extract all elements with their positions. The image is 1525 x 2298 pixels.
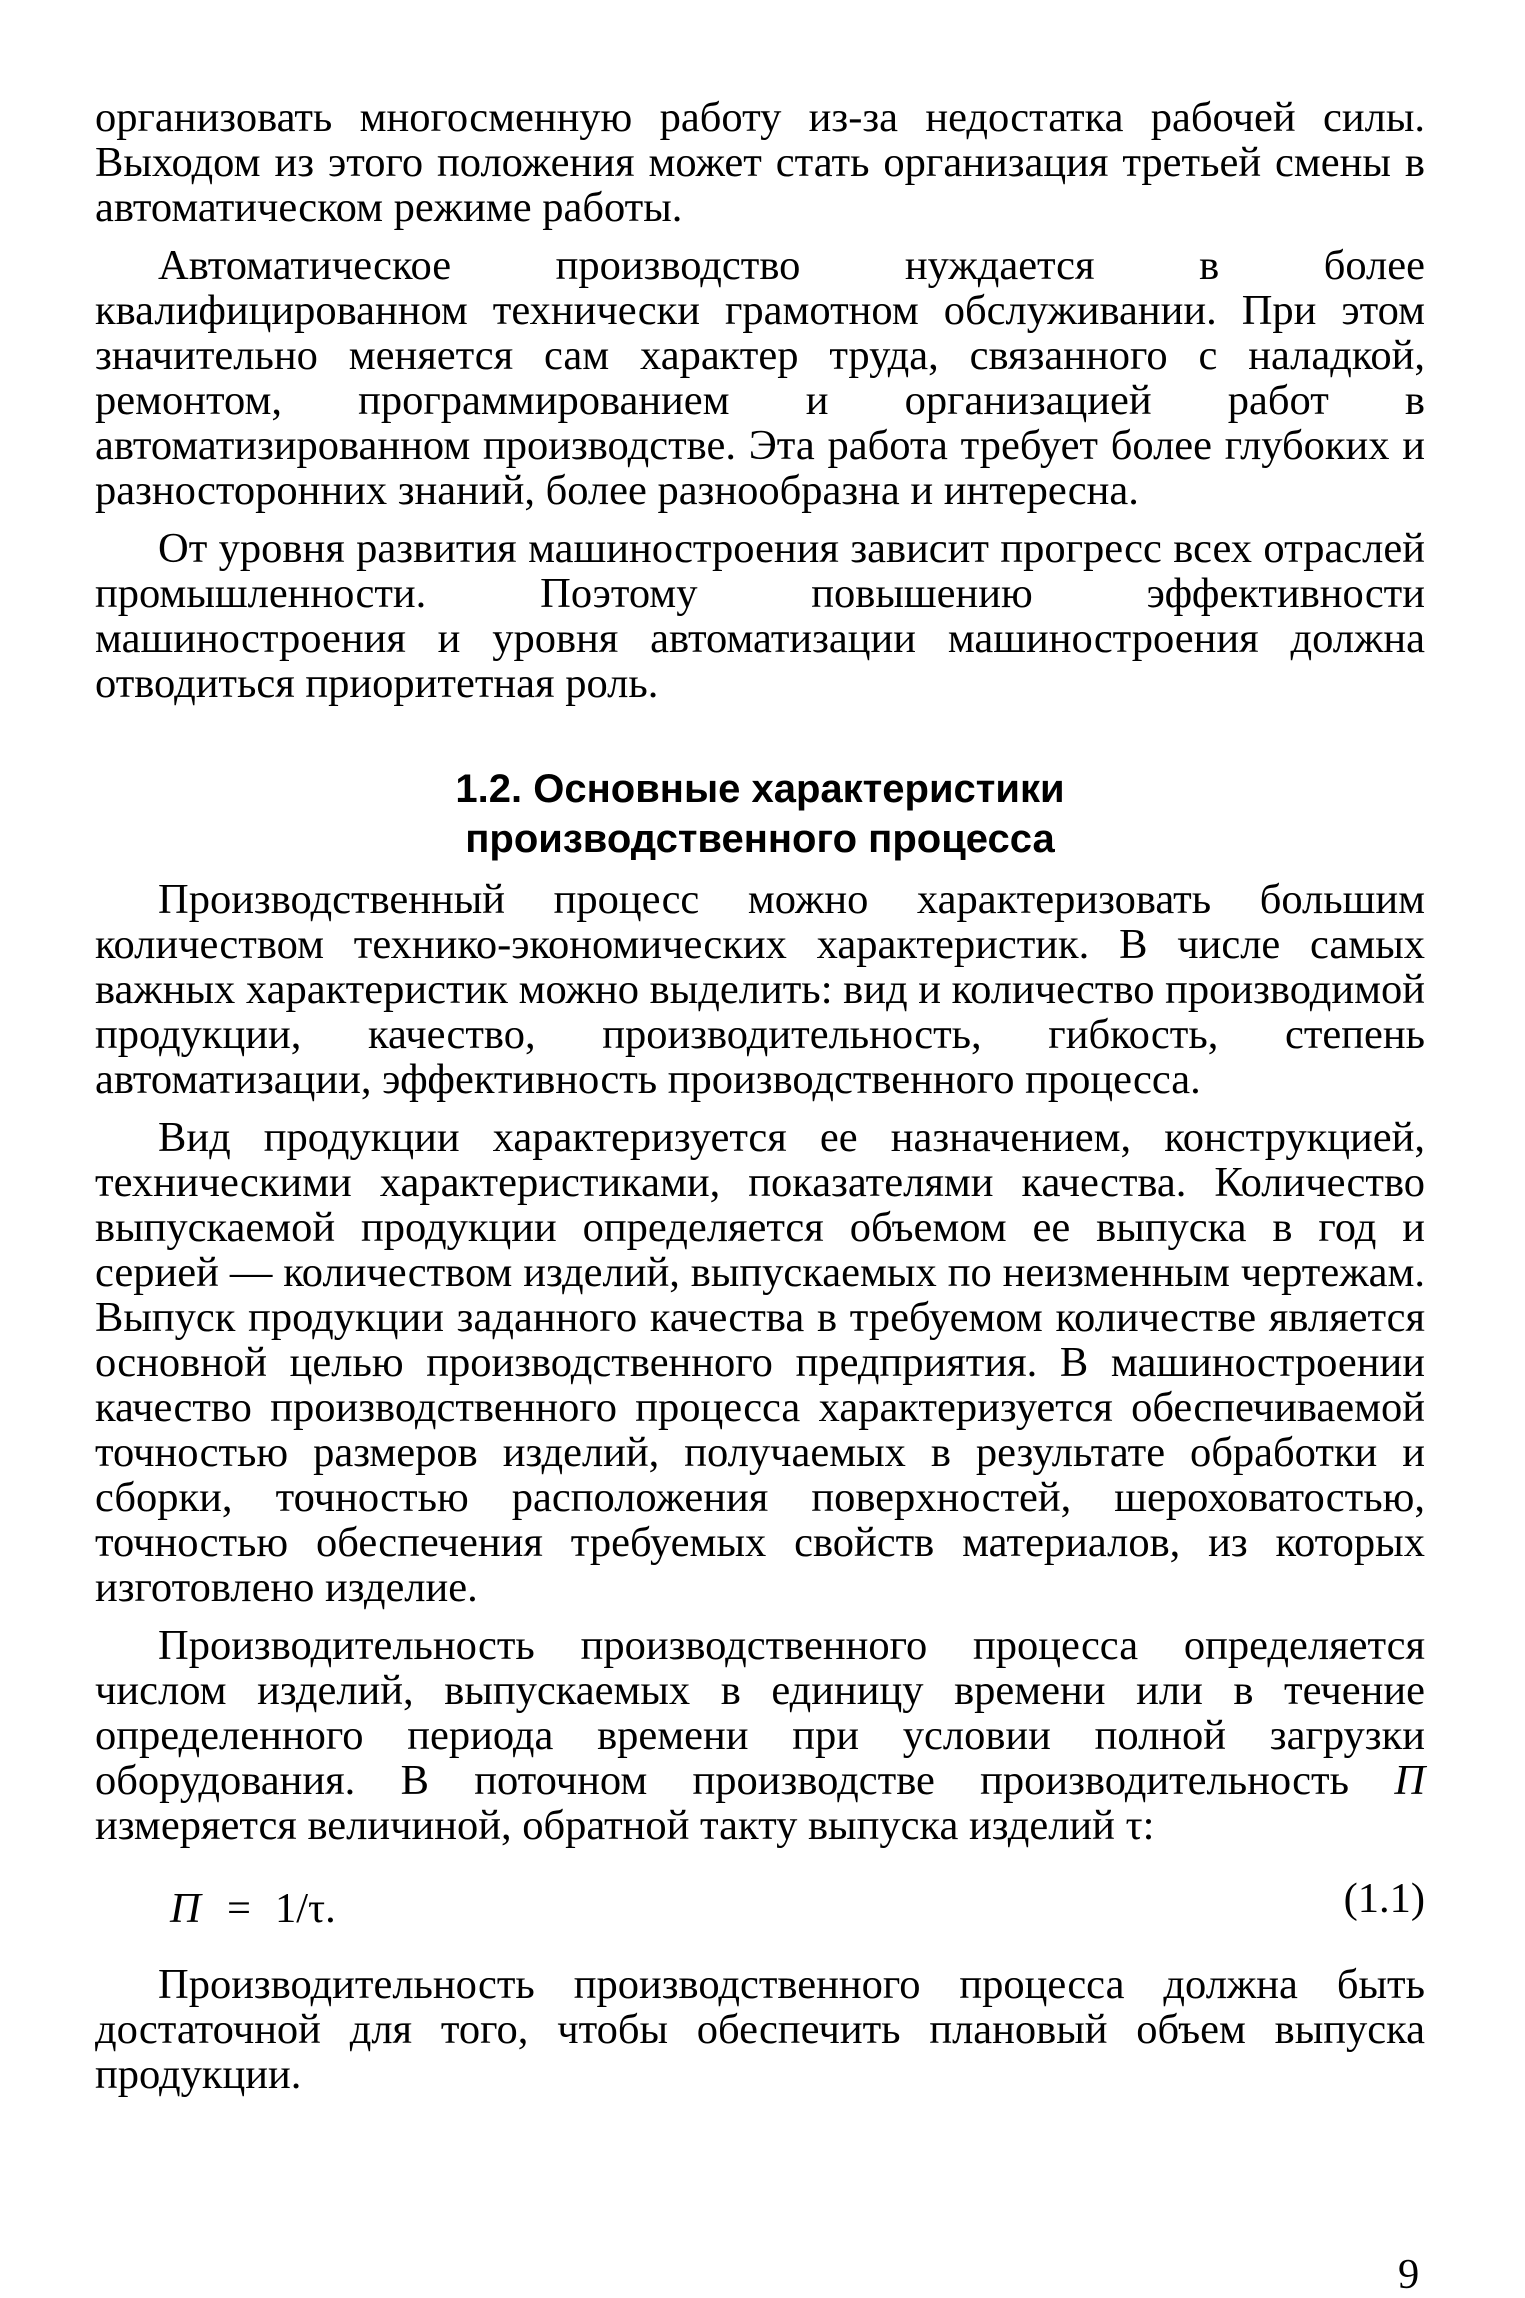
paragraph-machine-building: От уровня развития машиностроения зависит прогресс всех отраслей промышленности. Поэтому повышению эффективности машиностроения и уровня автоматизации машиностроения должна отводиться приоритетная роль. bbox=[95, 525, 1425, 707]
productivity-text-1: Производительность производственного процесса определяется числом изделий, выпускаемых в единицу времени или в течение определенного периода времени при условии полной загрузки оборудования. В поточном производстве производительность bbox=[95, 1622, 1425, 1804]
paragraph-automated-production: Автоматическое производство нуждается в более квалифицированном технически грамотном обслуживании. При этом значительно меняется сам характер труда, связанного с наладкой, ремонтом, программированием и организацией работ в автоматизированном производстве. Эта работа требует более глубоких и разносторонних знаний, более разнообразна и интересна. bbox=[95, 242, 1425, 514]
formula-equals: = bbox=[227, 1885, 251, 1932]
page-number: 9 bbox=[1398, 2251, 1420, 2298]
section-heading-line1: 1.2. Основные характеристики bbox=[455, 767, 1065, 811]
productivity-text-3: : bbox=[1142, 1802, 1155, 1849]
variable-tau: τ bbox=[1125, 1802, 1143, 1849]
section-heading bbox=[95, 764, 1425, 864]
page-content bbox=[95, 95, 1425, 2097]
paragraph-continued: организовать многосменную работу из-за недостатка рабочей силы. Выходом из этого положения может стать организация третьей смены в автоматическом режиме работы. bbox=[95, 94, 1425, 231]
productivity-text-2: измеряется величиной, обратной такту выпуска изделий bbox=[95, 1802, 1115, 1849]
paragraph-productivity bbox=[95, 1623, 1425, 1848]
paragraph-product-type: Вид продукции характеризуется ее назначением, конструкцией, техническими характеристиками, показателями качества. Количество выпускаемой продукции определяется объемом ее выпуска в год и серией — количеством изделий, выпускаемых по неизменным чертежам. Выпуск продукции заданного качества в требуемом количестве является основной целью производственного предприятия. В машиностроении качество производственного процесса характеризуется обеспечиваемой точностью размеров изделий, получаемых в результате обработки и сборки, точностью расположения поверхностей, шероховатостью, точностью обеспечения требуемых свойств материалов, из которых изготовлено изделие. bbox=[95, 1114, 1425, 1611]
formula-rhs: 1/τ. bbox=[275, 1885, 336, 1932]
formula-number: (1.1) bbox=[1343, 1875, 1425, 1922]
variable-p: П bbox=[1394, 1757, 1426, 1804]
paragraph-productivity-sufficient: Производительность производственного процесса должна быть достаточной для того, чтобы обеспечить плановый объем выпуска продукции. bbox=[95, 1961, 1425, 2098]
formula-1-1 bbox=[95, 1876, 1425, 1936]
section-heading-line2: производственного процесса bbox=[465, 817, 1055, 861]
paragraph-characteristics: Производственный процесс можно характеризовать большим количеством технико-экономических характеристик. В числе самых важных характеристик можно выделить: вид и количество производимой продукции, качество, производительность, гибкость, степень автоматизации, эффективность производственного процесса. bbox=[95, 876, 1425, 1103]
formula-lhs: П bbox=[170, 1885, 201, 1932]
